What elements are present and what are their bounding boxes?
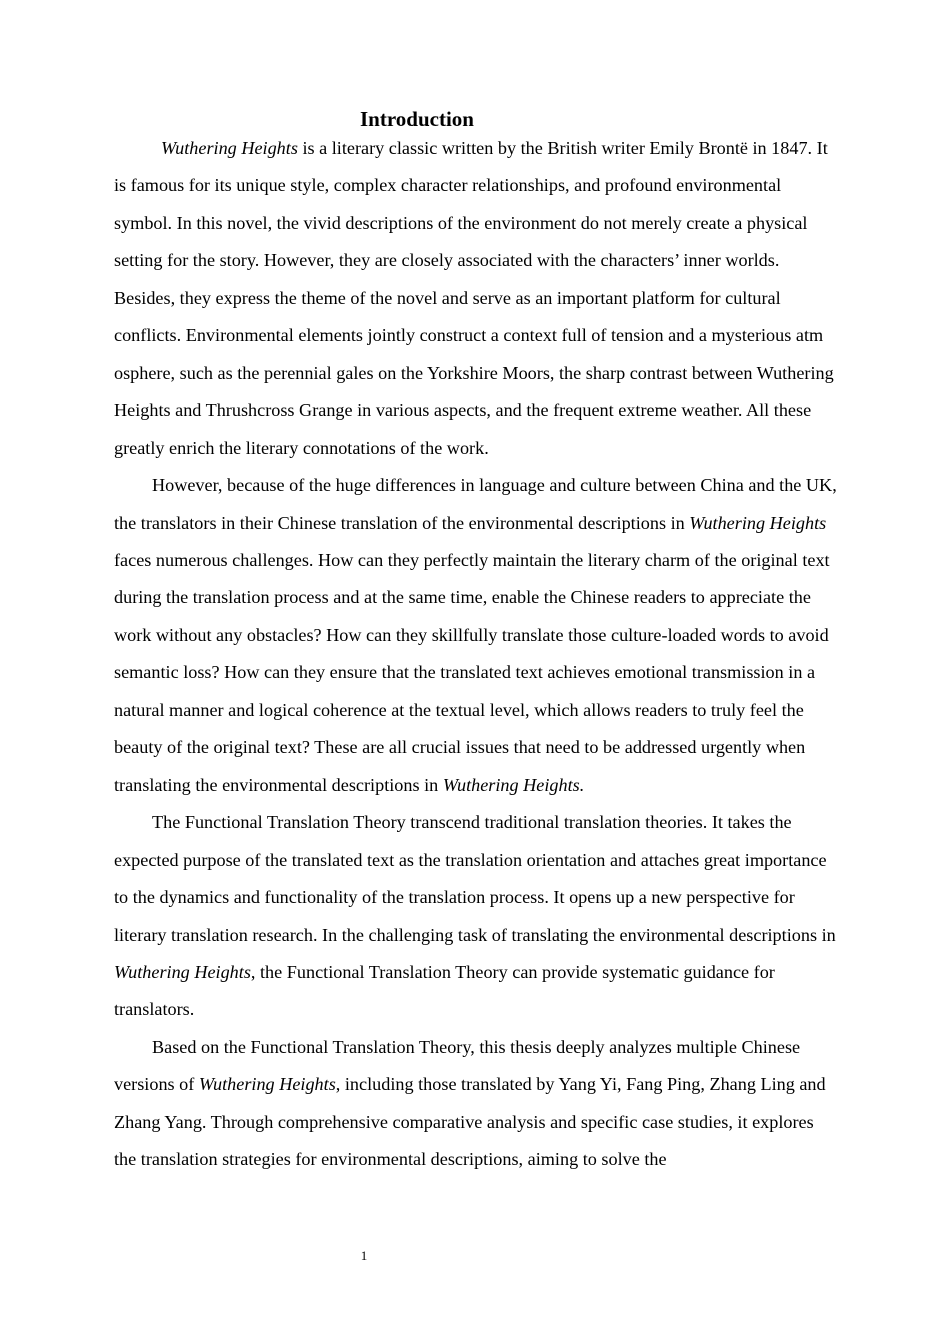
text-run: However, because of the huge differences in language and culture between China and the UK, the translators in their Chinese translation of the environmental descriptions in — [114, 475, 837, 533]
text-run: , including those translated by Yang Yi, Fang Ping, Zhang Ling and Zhang Yang. Through comprehensive comparative analysis and specific case studies, it explores the translation strategies for environmental descriptions, aiming to solve the — [114, 1074, 826, 1170]
text-run: faces numerous challenges. How can they perfectly maintain the literary charm of the original text during the translation process and at the same time, enable the Chinese readers to appreciate the work without any obstacles? How can they skillfully translate those culture-loaded words to avoid semantic loss? How can they ensure that the translated text achieves emotional transmission in a natural manner and logical coherence at the textual level, which allows readers to truly feel the beauty of the original text? These are all crucial issues that need to be addressed urgently when translating the environmental descriptions in — [114, 549, 830, 795]
body-text — [114, 130, 838, 1179]
italic-text-run: Wuthering Heights — [198, 1074, 336, 1095]
italic-text-run: Wuthering Heights. — [442, 774, 585, 795]
paragraph — [114, 1029, 838, 1179]
paragraph — [114, 130, 838, 467]
paragraph — [114, 804, 838, 1029]
text-run: , the Functional Translation Theory can provide systematic guidance for translators. — [114, 961, 775, 1020]
text-run: The Functional Translation Theory transcend traditional translation theories. It takes the expected purpose of the translated text as the translation orientation and attaches great importance to the dynamics and functionality of the translation process. It opens up a new perspective for literary translation research. In the challenging task of translating the environmental descriptions in — [114, 812, 836, 945]
italic-text-run: Wuthering Heights — [689, 512, 827, 533]
paragraph — [114, 467, 838, 804]
text-run: is a literary classic written by the British writer Emily Brontë in 1847. It is famous for its unique style, complex character relationships, and profound environmental symbol. In this novel, the vivid descriptions of the environment do not merely create a physical setting for the story. However, they are closely associated with the characters’ inner worlds. Besides, they express the theme of the novel and serve as an important platform for cultural conflicts. Environmental elements jointly construct a context full of tension and a mysterious atm osphere, such as the perennial gales on the Yorkshire Moors, the sharp contrast between Wuthering Heights and Thrushcross Grange in various aspects, and the frequent extreme weather. All these greatly enrich the literary connotations of the work. — [114, 138, 834, 458]
italic-text-run: Wuthering Heights — [161, 138, 298, 158]
italic-text-run: Wuthering Heights — [114, 961, 251, 982]
text-run: Based on the Functional Translation Theory, this thesis deeply analyzes multiple Chinese versions of — [114, 1036, 801, 1095]
section-title: Introduction — [360, 107, 474, 131]
page-number: 1 — [360, 1248, 368, 1263]
